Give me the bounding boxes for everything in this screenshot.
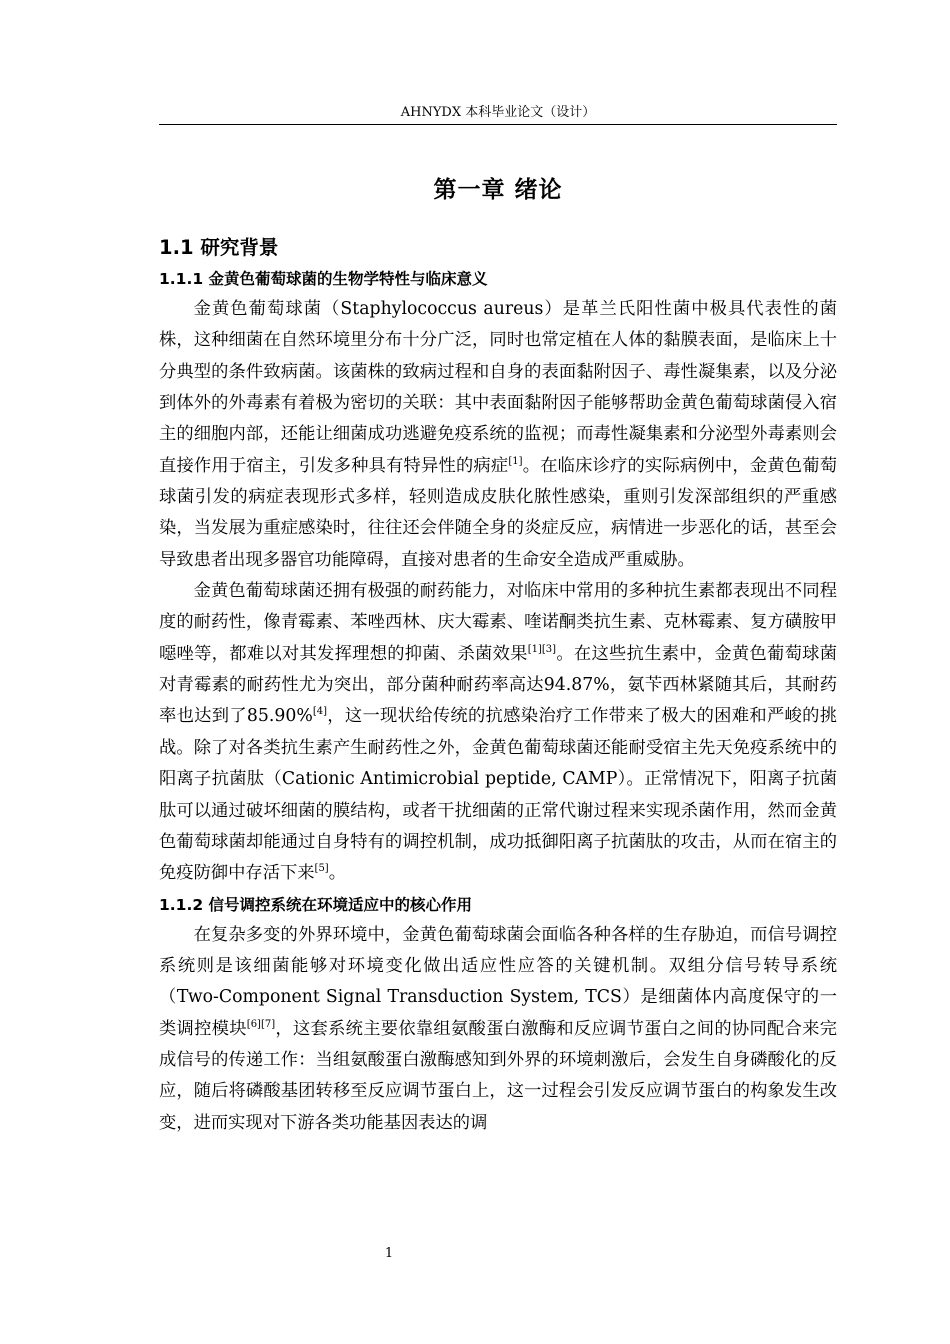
- paragraph-1: [159, 294, 837, 576]
- page-number: 1: [384, 1246, 394, 1261]
- paragraph-text: 在复杂多变的外界环境中，金黄色葡萄球菌会面临各种各样的生存胁迫，而信号调控系统则是该细菌能够对环境变化做出适应性应答的关键机制。双组分信号转导系统（Two-Component Signal Transduction System, TCS）是细菌体内高度保守的一类调控模块: [159, 924, 837, 1039]
- running-header: AHNYDX 本科毕业论文（设计）: [400, 105, 596, 120]
- citation: [4]: [312, 706, 327, 718]
- paragraph-text: 。: [328, 863, 347, 884]
- chapter-title: 第一章 绪论: [433, 177, 563, 203]
- citation: [1][3]: [527, 644, 557, 656]
- section-heading-1-1: 1.1 研究背景: [159, 236, 279, 259]
- paragraph-text: ，这套系统主要依靠组氨酸蛋白激酶和反应调节蛋白之间的协同配合来完成信号的传递工作：当组氨酸蛋白激酶感知到外界的环境刺激后，会发生自身磷酸化的反应，随后将磷酸基团转移至反应调节蛋白上，这一过程会引发反应调节蛋白的构象发生改变，进而实现对下游各类功能基因表达的调: [159, 1018, 837, 1133]
- citation: [6][7]: [246, 1018, 276, 1030]
- paragraph-text: 金黄色葡萄球菌还拥有极强的耐药能力，对临床中常用的多种抗生素都表现出不同程度的耐药性，像青霉素、苯唑西林、庆大霉素、喹诺酮类抗生素、克林霉素、复方磺胺甲噁唑等，都难以对其发挥理想的抑菌、杀菌效果: [159, 581, 837, 664]
- page-body: [159, 170, 837, 1139]
- paragraph-text: 。在这些抗生素中，金黄色葡萄球菌对青霉素的耐药性尤为突出，部分菌种耐药率高达94.87%，氨苄西林紧随其后，其耐药率也达到了85.90%: [159, 643, 837, 727]
- subsection-heading-1-1-2: 1.1.2 信号调控系统在环境适应中的核心作用: [159, 895, 473, 914]
- paragraph-text: ，这一现状给传统的抗感染治疗工作带来了极大的困难和严峻的挑战。除了对各类抗生素产生耐药性之外，金黄色葡萄球菌还能耐受宿主先天免疫系统中的阳离子抗菌肽（Cationic Antimicrobial peptide, CAMP）。正常情况下，阳离子抗菌肽可以通过破坏细菌的膜结构，或者干扰细菌的正常代谢过程来实现杀菌作用，然而金黄色葡萄球菌却能通过自身特有的调控机制，成功抵御阳离子抗菌肽的攻击，从而在宿主的免疫防御中存活下来: [159, 706, 837, 884]
- paragraph-text: 金黄色葡萄球菌（Staphylococcus aureus）是革兰氏阳性菌中极具代表性的菌株，这种细菌在自然环境里分布十分广泛，同时也常定植在人体的黏膜表面，是临床上十分典型的条件致病菌。该菌株的致病过程和自身的表面黏附因子、毒性凝集素，以及分泌到体外的外毒素有着极为密切的关联：其中表面黏附因子能够帮助金黄色葡萄球菌侵入宿主的细胞内部，还能让细菌成功逃避免疫系统的监视；而毒性凝集素和分泌型外毒素则会直接作用于宿主，引发多种具有特异性的病症: [159, 299, 837, 476]
- header-rule: [159, 124, 837, 125]
- subsection-heading-1-1-1: 1.1.1 金黄色葡萄球菌的生物学特性与临床意义: [159, 270, 488, 288]
- citation: [1]: [508, 455, 523, 467]
- citation: [5]: [314, 863, 329, 875]
- paragraph-3: [159, 920, 837, 1139]
- paragraph-text: 。在临床诊疗的实际病例中，金黄色葡萄球菌引发的病症表现形式多样，轻则造成皮肤化脓性感染，重则引发深部组织的严重感染，当发展为重症感染时，往往还会伴随全身的炎症反应，病情进一步恶化的话，甚至会导致患者出现多器官功能障碍，直接对患者的生命安全造成严重威胁。: [159, 455, 837, 570]
- paragraph-2: [159, 576, 837, 889]
